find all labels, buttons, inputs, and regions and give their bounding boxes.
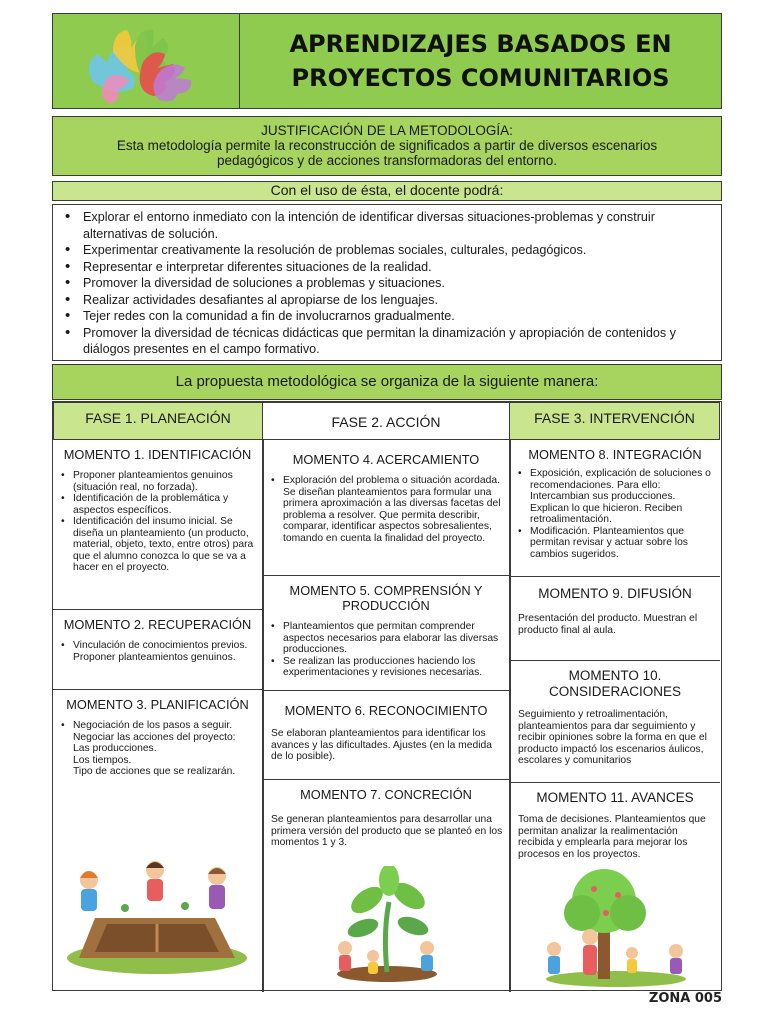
moment-5: [263, 575, 509, 690]
moment-title: MOMENTO 1. IDENTIFICACIÓN: [63, 447, 252, 462]
phases-grid: [52, 401, 722, 991]
planning-line: Tipo de acciones que se realizarán.: [73, 766, 236, 777]
planning-line: Las producciones.: [73, 743, 157, 754]
list-item: • Negociación de los pasos a seguir. Negociar las acciones del proyecto:: [61, 720, 256, 743]
justification-heading: JUSTIFICACIÓN DE LA METODOLOGÍA:: [261, 123, 513, 138]
docente-bullet-list: [52, 204, 722, 361]
footer-zone-label: ZONA 005: [648, 991, 722, 1006]
page-title: [240, 14, 721, 108]
list-item: • Representar e interpretar diferentes situaciones de la realidad.: [65, 259, 711, 276]
moment-7: [263, 779, 509, 992]
moment-title: MOMENTO 3. PLANIFICACIÓN: [66, 697, 249, 712]
moment-6: [263, 690, 509, 779]
list-item: • Explorar el entorno inmediato con la intención de identificar diversas situaciones-problemas y construir alternativas de solución.: [65, 209, 711, 242]
moment-9: [510, 576, 720, 660]
planning-lines: [53, 743, 262, 778]
list-item: • Exploración del problema o situación acordada. Se diseñan planteamientos para formular una primera aproximación a las diversas facetas del problema a resolver. Que permita describir, comparar, identificar aspectos sobresalientes, tomando en cuenta la finalidad del proyecto.: [271, 475, 503, 544]
colorful-hands-icon: [53, 14, 240, 108]
justification-box: [52, 116, 722, 176]
docente-heading: Con el uso de ésta, el docente podrá:: [52, 181, 722, 201]
list-item: • Realizar actividades desafiantes al apropiarse de los lenguajes.: [65, 292, 711, 309]
children-gardening-icon: [65, 858, 250, 978]
list-item: • Experimentar creativamente la resolución de problemas sociales, culturales, pedagógicos.: [65, 242, 711, 259]
children-planting-tree-icon: [327, 866, 447, 986]
moment-title-line: MOMENTO 10.: [568, 668, 662, 683]
planning-line: Los tiempos.: [73, 754, 132, 766]
list-item: • Planteamientos que permitan comprender aspectos necesarios para elaborar las diversas producciones.: [271, 621, 503, 656]
header-banner: [52, 13, 722, 109]
moment-text: Se generan planteamientos para desarrollar una primera versión del producto que se planteó en los momentos 1 y 3.: [271, 814, 503, 848]
list-item: • Promover la diversidad de técnicas didácticas que permitan la dinamización y apropiación de contenidos y diálogos presentes en el campo formativo.: [65, 325, 711, 358]
list-item: • Tejer redes con la comunidad a fin de involucrarnos gradualmente.: [65, 308, 711, 325]
moment-11: [510, 782, 720, 992]
propuesta-heading: La propuesta metodológica se organiza de la siguiente manera:: [52, 364, 722, 400]
moment-title-line: CONSIDERACIONES: [548, 684, 682, 699]
list-item: • Vinculación de conocimientos previos. Proponer planteamientos genuinos.: [61, 640, 256, 663]
moment-text: Se elaboran planteamientos para identificar los avances y las dificultades. Ajustes (en la medida de lo posible).: [271, 728, 492, 762]
moment-10: [510, 660, 720, 782]
phase-2-heading: FASE 2. ACCIÓN: [262, 402, 510, 440]
moment-title: MOMENTO 6. RECONOCIMIENTO: [284, 703, 488, 718]
list-item: • Promover la diversidad de soluciones a problemas y situaciones.: [65, 275, 711, 292]
moment-text: Presentación del producto. Muestran el producto final al aula.: [518, 613, 698, 636]
list-item: • Proponer planteamientos genuinos (situación real, no forzada).: [61, 470, 256, 493]
moment-title: MOMENTO 7. CONCRECIÓN: [300, 787, 472, 802]
moment-8: [510, 439, 720, 576]
moment-title: [263, 576, 509, 613]
family-with-tree-icon: [536, 867, 696, 989]
list-item: • Identificación de la problemática y aspectos específicos.: [61, 493, 256, 516]
list-item: • Identificación del insumo inicial. Se diseña un planteamiento (un producto, material, objeto, texto, entre otros) para que el alumno conozca lo que se va a hacer en el proyecto.: [61, 516, 256, 574]
moment-3: [53, 689, 262, 992]
moment-title: [510, 661, 720, 700]
moment-title-line: PRODUCCIÓN: [342, 598, 430, 613]
moment-4: [263, 439, 509, 575]
justification-text: pedagógicos y de acciones transformadoras del entorno.: [217, 153, 557, 168]
moment-2: [53, 609, 262, 689]
moment-title: MOMENTO 2. RECUPERACIÓN: [63, 617, 252, 632]
moment-title: MOMENTO 8. INTEGRACIÓN: [528, 447, 702, 462]
justification-text: Esta metodología permite la reconstrucción de significados a partir de diversos escenarios: [116, 138, 658, 153]
phase-3-heading: FASE 3. INTERVENCIÓN: [509, 402, 720, 440]
list-item: • Modificación. Planteamientos que permitan revisar y actuar sobre los cambios sugeridos.: [518, 526, 714, 561]
moment-title-line: MOMENTO 5. COMPRENSIÓN Y: [289, 583, 483, 598]
moment-1: [53, 439, 262, 609]
title-line: APRENDIZAJES BASADOS EN: [289, 30, 672, 58]
title-line: PROYECTOS COMUNITARIOS: [291, 64, 670, 92]
list-item: • Se realizan las producciones haciendo los experimentaciones y revisiones necesarias.: [271, 656, 503, 679]
moment-title: MOMENTO 11. AVANCES: [536, 790, 694, 805]
moment-text: Toma de decisiones. Planteamientos que permitan analizar la realimentación recibida y emplearla para mejorar los procesos en los proyectos.: [518, 814, 706, 860]
moment-title: MOMENTO 4. ACERCAMIENTO: [292, 452, 480, 467]
moment-title: MOMENTO 9. DIFUSIÓN: [538, 586, 692, 601]
moment-text: Seguimiento y retroalimentación, planteamientos para dar seguimiento y recibir opiniones sobre la forma en que el producto impactó los escenarios áulicos, escolares y comunitarios: [518, 709, 707, 766]
phase-1-heading: FASE 1. PLANEACIÓN: [53, 402, 263, 440]
list-item: • Exposición, explicación de soluciones o recomendaciones. Para ello: Intercambian sus producciones. Explican lo que hicieron. Reciben retroalimentación.: [518, 468, 714, 526]
